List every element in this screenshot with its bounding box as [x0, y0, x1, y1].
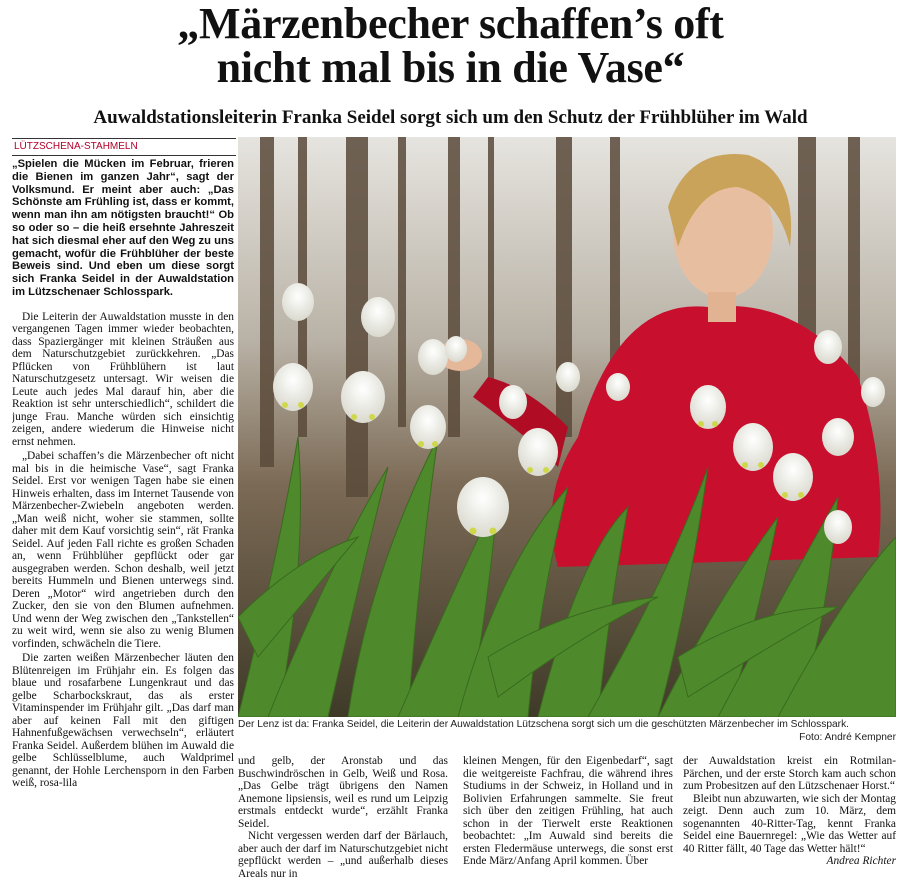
- article-column-3: [463, 755, 673, 885]
- body-paragraph: Bleibt nun abzuwarten, wie sich der Montag zeigt. Denn auch zum 10. März, dem sogenannten 40-Ritter-Tag, kennt Franka Seidel eine Bauernregel: „Wie das Wetter auf 40 Ritter fällt, 40 Tage das Wetter hält!“: [683, 792, 896, 855]
- dateline: LÜTZSCHENA-STAHMELN: [12, 138, 236, 156]
- body-paragraph: Die Leiterin der Auwaldstation musste in den vergangenen Tagen immer wieder beobachten, dass Spaziergänger mit kleinen Sträußen aus dem Naturschutzgebiet zurückkehren. „Das Pflücken von Frühblühern ist laut Naturschutzgesetz untersagt. Wir weisen die Leute auch jedes Mal darauf hin, aber die Reaktion ist sehr unterschiedlich“, schildert die junge Frau. Manche würden sich einsichtig zeigen, andere wiederum die Hinweise nicht ernst nehmen.: [12, 310, 234, 448]
- headline-line-2: nicht mal bis in die Vase“: [216, 43, 685, 92]
- article-photo: [238, 137, 896, 717]
- lead-paragraph: „Spielen die Mücken im Februar, frieren die Bienen im ganzen Jahr“, sagt der Volksmund. Er meint aber auch: „Das Schönste am Frühling ist, dass er kommt, wenn man ihn am nötigsten braucht!“ Ob so oder so – die heiß ersehnte Jahreszeit hat sich diesmal eher auf den Weg zu uns gemacht, wofür die Frühblüher der beste Beweis sind. Und eben um diese sorgt sich Franka Seidel in der Auwaldstation im Lützschenaer Schlosspark.: [12, 158, 234, 298]
- subheadline: Auwaldstationsleiterin Franka Seidel sorgt sich um den Schutz der Frühblüher im Wald: [93, 107, 808, 128]
- caption-text: Der Lenz ist da: Franka Seidel, die Leiterin der Auwaldstation Lützschena sorgt sich um die geschützten Märzenbecher im Schlosspark.: [238, 719, 850, 730]
- body-paragraph: Die zarten weißen Märzenbecher läuten den Blütenreigen im Frühjahr ein. Es folgen das blaue und rosafarbene Lungenkraut und das gelbe Scharbockskraut, das als erster Vitaminspender im Frühjahr gilt. „Das darf man aber auf keinen Fall mit den giftigen Hahnenfußgewächsen verwechseln“, erläutert Franka Seidel. Außerdem blühen im Auwald die gelbe Schlüsselblume, auch Waldprimel genannt, der Hohle Lerchensporn in den Farben weiß, rosa-lila: [12, 652, 234, 790]
- article-column-2: [238, 755, 448, 885]
- body-paragraph: Nicht vergessen werden darf der Bärlauch, aber auch der darf im Naturschutzgebiet nicht gepflückt werden – „und außerhalb dieses Areals nur in: [238, 830, 448, 880]
- body-paragraph: und gelb, der Aronstab und das Buschwindröschen in Gelb, Weiß und Rosa. „Das Gelbe trägt übrigens den Namen Anemone lipsiensis, weil es rund um Leipzig erstmals entdeckt wurde“, erzählt Franka Seidel.: [238, 755, 448, 830]
- photo-credit: Foto: André Kempner: [799, 731, 896, 743]
- article-column-4: [683, 755, 896, 885]
- body-paragraph: der Auwaldstation kreist ein Rotmilan-Pärchen, und der erste Storch kam auch schon zum Probesitzen auf den Lützschenaer Horst.“: [683, 755, 896, 792]
- author-byline: Andrea Richter: [826, 855, 896, 867]
- headline-line-1: „Märzenbecher schaffen’s oft: [177, 0, 724, 48]
- headline: [0, 2, 901, 90]
- body-paragraph: „Dabei schaffen’s die Märzenbecher oft nicht mal bis in die heimische Vase“, sagt Franka Seidel. Erst vor wenigen Tagen habe sie einen Hinweis erhalten, dass im Internet Tausende von Märzenbecher-Zwiebeln angeboten werden. „Man weiß nicht, woher sie stammen, sollte daher mit dem Kauf vorsichtig sein“, rät Franka Seidel. Auf jeden Fall richte es großen Schaden an, wenn Frühblüher gepflückt oder gar ausgegraben werden. Schon deshalb, weil jetzt bereits Hummeln und Bienen unterwegs sind. Deren „Motor“ wird angetrieben durch den Zucker, den sie von den Blumen aufnehmen. Und wenn der Weg zwischen den „Tankstellen“ zu weit wird, wenn sie also zu wenig Blumen vorfinden, schwächeln die Tiere.: [12, 450, 234, 650]
- photo-illustration: [238, 137, 896, 717]
- body-paragraph: kleinen Mengen, für den Eigenbedarf“, sagt die weitgereiste Fachfrau, die während ihres Studiums in der Schweiz, in Holland und in Bolivien Erfahrungen sammelte. Sie freut sich über den zeitigen Frühling, hat auch schon in der Tierwelt erste Reaktionen beobachtet: „Im Auwald sind bereits die ersten Fledermäuse unterwegs, die sonst erst Ende März/Anfang April kommen. Über: [463, 755, 673, 867]
- article-column-1: [12, 158, 234, 884]
- photo-caption: [238, 719, 896, 751]
